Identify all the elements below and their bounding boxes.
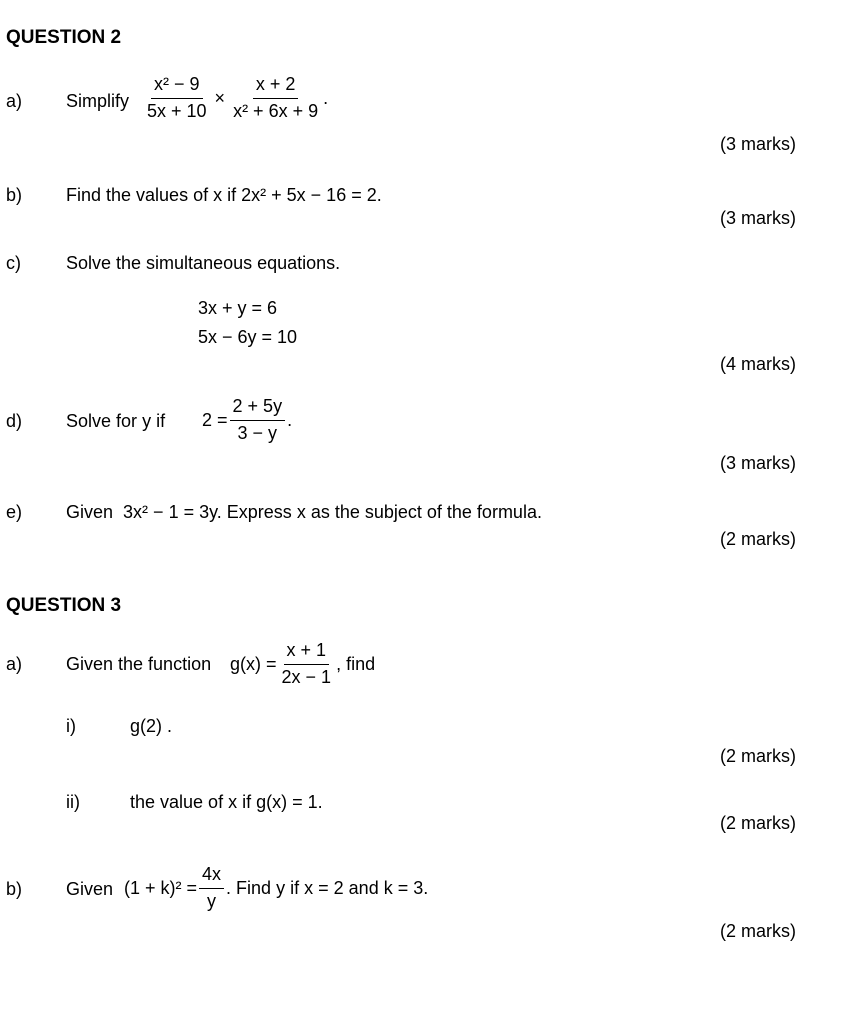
q2d-text: Solve for xyxy=(66,411,138,431)
q2b-end: . xyxy=(376,185,382,205)
q2a-end: . xyxy=(323,87,329,108)
q2d-expression xyxy=(202,396,292,444)
q2c-equation-2: 5x − 6y = 10 xyxy=(198,327,298,347)
q2a-f1-denominator: 5x + 10 xyxy=(147,100,207,121)
q2a-f2-denominator: x² + 6x + 9 xyxy=(233,100,319,121)
q3a-rest: , find xyxy=(336,653,376,674)
q2e-equation: 3x² − 1 = 3y xyxy=(123,502,217,522)
q3a-lhs: g(x) = xyxy=(230,653,277,674)
q3a-denominator: 2x − 1 xyxy=(281,666,332,687)
q2d-denominator: 3 − y xyxy=(237,422,278,443)
q3ai-marks: (2 marks) xyxy=(720,746,796,766)
q2a-label: a) xyxy=(6,91,23,111)
q3aii-text: the value of xyxy=(130,792,224,812)
q3b-rest-1: . Find xyxy=(226,877,272,898)
q2e-marks: (2 marks) xyxy=(720,529,796,549)
q3b-equation-2: k = 3 xyxy=(383,877,424,898)
q2e-line xyxy=(66,502,542,523)
q2d-end: . xyxy=(287,409,293,430)
q3b-lhs: (1 + k)² = xyxy=(124,877,198,898)
q3b-end: . xyxy=(423,877,429,898)
q2a-times: × xyxy=(214,87,226,108)
q3a-expression xyxy=(230,640,375,688)
q3ai-expression: g(2) . xyxy=(130,716,173,736)
q3b-marks: (2 marks) xyxy=(720,921,796,941)
q3ai-label: i) xyxy=(66,716,76,736)
q2a-text: Simplify xyxy=(66,91,130,111)
q3aii-if: if xyxy=(242,792,252,812)
q2e-var: x xyxy=(296,502,306,522)
q3b-expression xyxy=(124,864,428,912)
q3b-if: if xyxy=(290,877,300,898)
q2d-lhs: 2 = xyxy=(202,409,228,430)
q3b-var: y xyxy=(276,877,286,898)
q2a-fraction-1 xyxy=(144,74,210,122)
q2c-label: c) xyxy=(6,253,21,273)
q3aii-label: ii) xyxy=(66,792,80,812)
q3aii-var: x xyxy=(228,792,238,812)
question-3-title: QUESTION 3 xyxy=(6,595,122,616)
q3a-label: a) xyxy=(6,654,23,674)
q2d-marks: (3 marks) xyxy=(720,453,796,473)
q2c-equation-1: 3x + y = 6 xyxy=(198,298,278,318)
q2c-marks: (4 marks) xyxy=(720,354,796,374)
q2b-line xyxy=(66,185,382,206)
q2d-if: if xyxy=(156,411,166,431)
q3b-denominator: y xyxy=(207,890,217,911)
q2b-marks: (3 marks) xyxy=(720,208,796,228)
question-2-title: QUESTION 2 xyxy=(6,27,122,48)
q2a-marks: (3 marks) xyxy=(720,134,796,154)
q2a-f1-numerator: x² − 9 xyxy=(151,74,203,99)
q3b-equation-1: x = 2 xyxy=(304,877,344,898)
q2e-label: e) xyxy=(6,502,23,522)
q3b-and: and xyxy=(348,877,379,898)
q2b-text: Find the values of xyxy=(66,185,209,205)
q3a-text: Given the function xyxy=(66,654,212,674)
q2d-fraction xyxy=(230,396,286,444)
q2a-f2-numerator: x + 2 xyxy=(253,74,299,99)
q2d-numerator: 2 + 5y xyxy=(230,396,286,421)
q3b-numerator: 4x xyxy=(199,864,224,889)
q3b-label: b) xyxy=(6,879,23,899)
q2b-equation: 2x² + 5x − 16 = 2 xyxy=(241,185,377,205)
q3aii-end: . xyxy=(317,792,323,812)
q2d-label: d) xyxy=(6,411,23,431)
q2e-rest-1: . Express xyxy=(216,502,292,522)
q2a-expression xyxy=(142,74,328,122)
q2d-line xyxy=(66,411,165,432)
q3aii-equation: g(x) = 1 xyxy=(256,792,318,812)
q3b-text: Given xyxy=(66,879,114,899)
q3aii-marks: (2 marks) xyxy=(720,813,796,833)
q2b-if: if xyxy=(227,185,237,205)
q3aii-line xyxy=(130,792,323,813)
q3b-fraction xyxy=(199,864,224,912)
q2c-text: Solve the simultaneous equations. xyxy=(66,253,341,273)
q3a-numerator: x + 1 xyxy=(284,640,330,665)
q2b-label: b) xyxy=(6,185,23,205)
q2e-rest-2: as the subject of the formula. xyxy=(310,502,542,522)
q2d-var: y xyxy=(142,411,152,431)
q2b-var: x xyxy=(213,185,223,205)
q2e-text: Given xyxy=(66,502,114,522)
q2a-fraction-2 xyxy=(230,74,321,122)
q3a-fraction xyxy=(279,640,335,688)
